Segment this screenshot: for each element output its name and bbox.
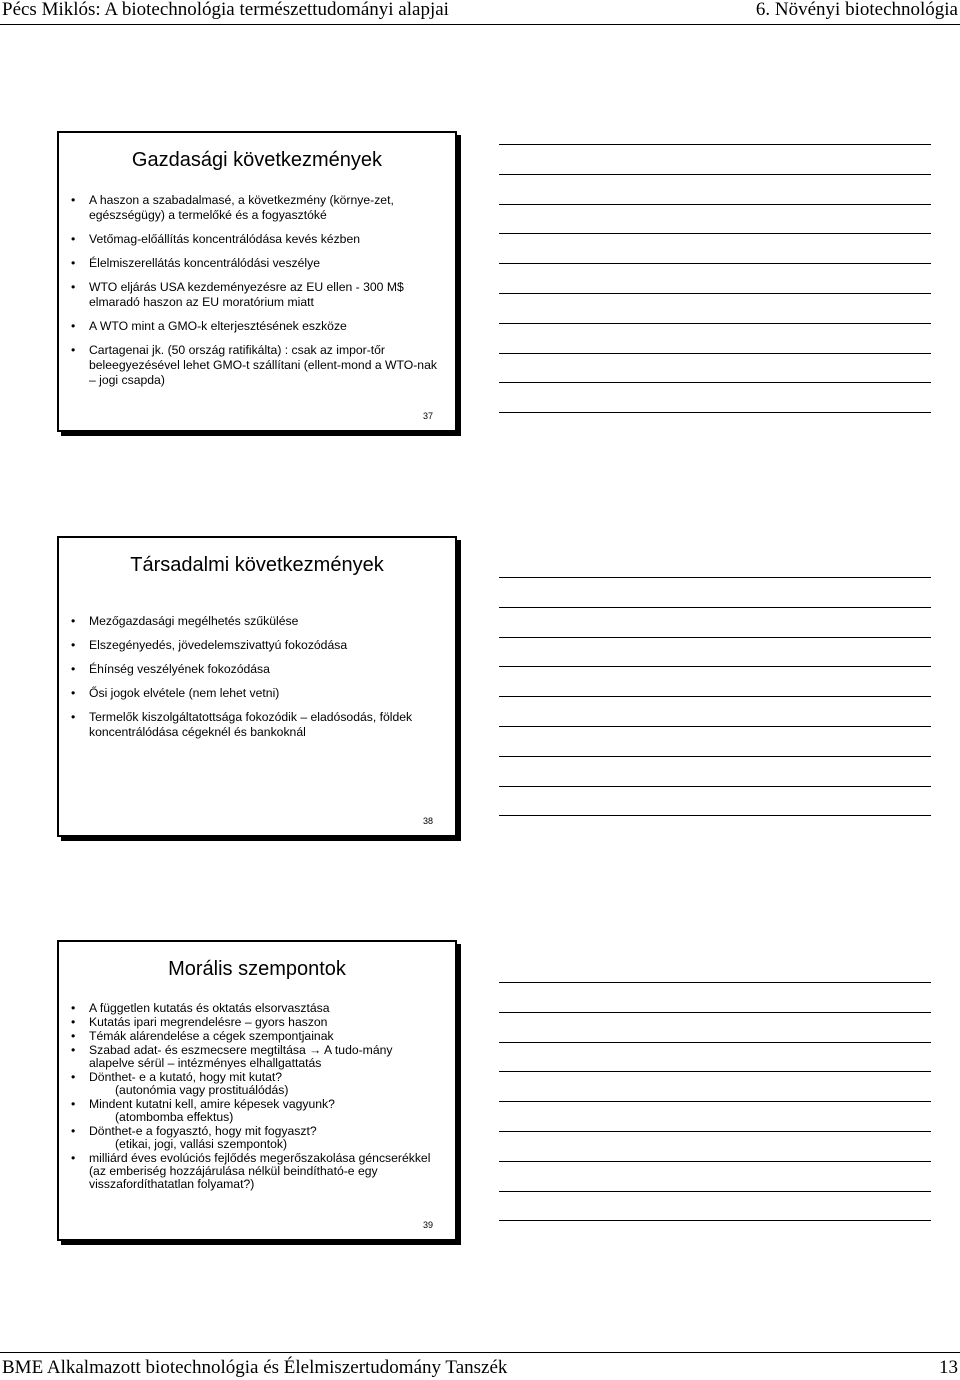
footer-left: BME Alkalmazott biotechnológia és Élelmiszertudomány Tanszék: [2, 1357, 508, 1378]
list-item: • Cartagenai jk. (50 ország ratifikálta) : csak az impor-tőr beleegyezésével lehet GMO-t szállítani (ellent-mond a WTO-nak – jogi csapda): [89, 343, 437, 388]
item-text: Kutatás ipari megrendelésre – gyors haszon: [89, 1015, 328, 1029]
slide-37: [57, 131, 457, 432]
note-line: [499, 233, 931, 234]
note-line: [499, 382, 931, 383]
note-line: [499, 1071, 931, 1072]
notes-lines-1: [499, 144, 931, 442]
note-line: [499, 1101, 931, 1102]
list-item: • Termelők kiszolgáltatottsága fokozódik – eladósodás, földek koncentrálódása cégeknél és bankoknál: [89, 710, 437, 740]
slide-38: [57, 536, 457, 837]
list-item: • A WTO mint a GMO-k elterjesztésének eszköze: [89, 319, 437, 334]
list-item: [89, 1071, 437, 1097]
note-line: [499, 982, 931, 983]
slide-title: Gazdasági következmények: [131, 149, 383, 171]
item-text: Dönthet- e a kutató, hogy mit kutat?: [89, 1070, 283, 1084]
note-line: [499, 1220, 931, 1221]
header-right: 6. Növényi biotechnológia: [755, 0, 958, 20]
note-line: [499, 637, 931, 638]
note-line: [499, 353, 931, 354]
note-line: [499, 1012, 931, 1013]
note-line: [499, 726, 931, 727]
item-text: A független kutatás és oktatás elsorvasztása: [89, 1001, 330, 1015]
list-item: [89, 1098, 437, 1124]
note-line: [499, 204, 931, 205]
item-text: Dönthet-e a fogyasztó, hogy mit fogyaszt?: [89, 1124, 317, 1138]
list-item: • Élelmiszerellátás koncentrálódási veszélye: [89, 256, 437, 271]
bullet-list: [89, 193, 437, 397]
slide-number: 37: [422, 411, 433, 421]
page-header: [0, 0, 960, 25]
note-line: [499, 1131, 931, 1132]
list-item: • WTO eljárás USA kezdeményezésre az EU ellen - 300 M$ elmaradó haszon az EU moratórium miatt: [89, 280, 437, 310]
slide-title: Morális szempontok: [168, 958, 346, 980]
note-line: [499, 607, 931, 608]
slide-title: Társadalmi következmények: [130, 554, 384, 576]
list-item: [89, 1002, 437, 1015]
note-line: [499, 1161, 931, 1162]
notes-lines-2: [499, 577, 931, 845]
list-item: • A haszon a szabadalmasé, a következmény (környe-zet, egészségügy) a termelőké és a fogyasztóké: [89, 193, 437, 223]
note-line: [499, 756, 931, 757]
note-line: [499, 786, 931, 787]
note-line: [499, 412, 931, 413]
list-item: [89, 1044, 437, 1070]
note-line: [499, 577, 931, 578]
list-item: • Mezőgazdasági megélhetés szűkülése: [89, 614, 437, 629]
item-text: milliárd éves evolúciós fejlődés megerőszakolása géncserékkel (az emberiség hozzájárulása nélkül beindítható-e egy visszafordíthatatlan folyamat?): [89, 1151, 431, 1191]
note-line: [499, 263, 931, 264]
note-line: [499, 144, 931, 145]
note-line: [499, 293, 931, 294]
note-line: [499, 666, 931, 667]
item-subtext: (autonómia vagy prostituálódás): [115, 1083, 289, 1097]
list-item: • Elszegényedés, jövedelemszivattyú fokozódása: [89, 638, 437, 653]
list-item: • Éhínség veszélyének fokozódása: [89, 662, 437, 677]
list-item: [89, 1016, 437, 1029]
notes-lines-3: [499, 982, 931, 1250]
item-text: Szabad adat- és eszmecsere megtiltása → A tudo-mány alapelve sérül – intézményes elhallgattatás: [89, 1043, 393, 1070]
list-item: [89, 1152, 437, 1191]
list-item: • Vetőmag-előállítás koncentrálódása kevés kézben: [89, 232, 437, 247]
note-line: [499, 1191, 931, 1192]
item-text: Mindent kutatni kell, amire képesek vagyunk?: [89, 1097, 335, 1111]
note-line: [499, 815, 931, 816]
note-line: [499, 1042, 931, 1043]
header-left: Pécs Miklós: A biotechnológia természettudományi alapjai: [2, 0, 449, 20]
page-number: 13: [939, 1357, 958, 1378]
list-item: [89, 1125, 437, 1151]
slide-39: [57, 940, 457, 1241]
item-subtext: (atombomba effektus): [115, 1110, 234, 1124]
bullet-list: [89, 614, 437, 749]
item-subtext: (etikai, jogi, vallási szempontok): [115, 1137, 288, 1151]
list-item: [89, 1030, 437, 1043]
slide-number: 38: [422, 816, 433, 826]
bullet-list: [89, 1002, 437, 1192]
note-line: [499, 696, 931, 697]
list-item: • Ősi jogok elvétele (nem lehet vetni): [89, 686, 437, 701]
note-line: [499, 174, 931, 175]
page-footer: [0, 1352, 960, 1380]
slide-number: 39: [422, 1220, 433, 1230]
note-line: [499, 323, 931, 324]
item-text: Témák alárendelése a cégek szempontjainak: [89, 1029, 334, 1043]
